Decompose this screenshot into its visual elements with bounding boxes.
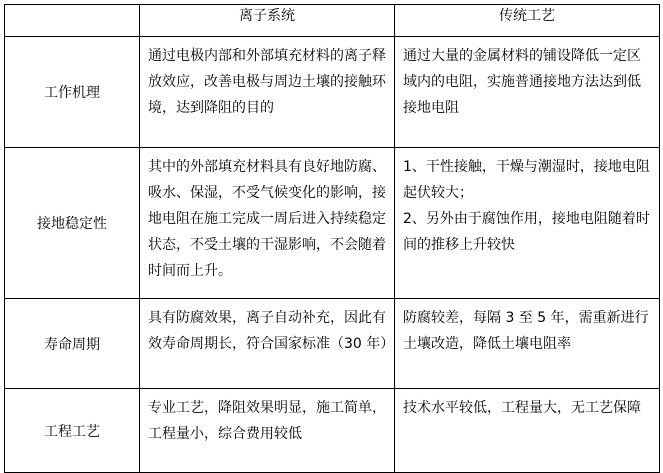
- header-blank: [5, 5, 140, 37]
- table-row: [5, 37, 660, 148]
- row-label-mechanism: 工作机理: [5, 37, 140, 148]
- traditional-lifecycle-text: 防腐较差，每隔 3 至 5 年，需重新进行土壤改造，降低土壤电阻率: [403, 310, 649, 352]
- header-traditional: 传统工艺: [395, 5, 660, 37]
- ion-mechanism-cell: 通过电极内部和外部填充材料的离子释放效应，改善电极与周边土壤的接触环境，达到降阻的目的: [140, 37, 395, 148]
- table-row: [5, 148, 660, 299]
- traditional-lifecycle-cell: [395, 299, 660, 389]
- traditional-process-text: 技术水平较低，工程量大，无工艺保障: [403, 400, 641, 416]
- header-ion-system: 离子系统: [140, 5, 395, 37]
- comparison-table: [4, 4, 660, 473]
- traditional-mechanism-cell: [395, 37, 660, 148]
- row-label-process: 工程工艺: [5, 389, 140, 473]
- row-label-stability: 接地稳定性: [5, 148, 140, 299]
- traditional-mechanism-text: 通过大量的金属材料的铺设降低一定区域内的电阻，实施普通接地方法达到低接地电阻: [403, 48, 641, 116]
- table-row: [5, 299, 660, 389]
- header-row: [5, 5, 660, 37]
- ion-lifecycle-cell: 具有防腐效果，离子自动补充，因此有效寿命周期长，符合国家标准（30 年）: [140, 299, 395, 389]
- ion-process-cell: 专业工艺，降阻效果明显，施工简单，工程量小，综合费用较低: [140, 389, 395, 473]
- ion-stability-cell: 其中的外部填充材料具有良好地防腐、吸水、保湿，不受气候变化的影响，接地电阻在施工完成一周后进入持续稳定状态，不受土壤的干湿影响，不会随着时间而上升。: [140, 148, 395, 299]
- traditional-process-cell: [395, 389, 660, 473]
- table-row: [5, 389, 660, 473]
- traditional-stability-item-2: 2、另外由于腐蚀作用，接地电阻随着时间的推移上升较快: [403, 211, 650, 253]
- traditional-stability-item-1: 1、干性接触，干燥与潮湿时，接地电阻起伏较大；: [403, 159, 650, 201]
- row-label-lifecycle: 寿命周期: [5, 299, 140, 389]
- traditional-stability-cell: [395, 148, 660, 299]
